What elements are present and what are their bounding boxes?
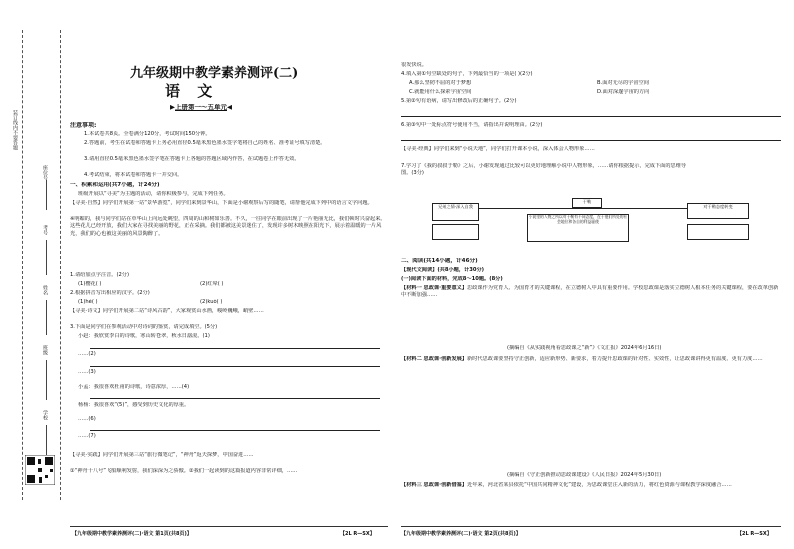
exam-title: 九年级期中教学素养测评(二) <box>130 66 299 81</box>
task-1: 【寻美·自然】同学们开展第一站“景华游览”，同学们来到景华山，下面是小谢观察后写的随笔，请帮他完成下列中的语言文字问题。 <box>70 200 373 206</box>
footer-label: 【九年级期中教学素养测评(二)·语文 第2页(共8页)】 <box>401 531 521 537</box>
diagram-connector <box>477 208 687 209</box>
q4-option-b: B.面对无尽的宇宙空间 <box>597 80 649 86</box>
q3-line: ……(7) <box>78 433 96 439</box>
answer-line <box>90 398 380 399</box>
passage-2: ①“神舟十八号”飞船顺利发射，我们深深为之骄傲。②我们一起读到的这篇报道内容非常详细，…… <box>70 468 298 474</box>
note-item: 3.请用直径0.5毫米黑色墨水签字笔在答题卡上各题的答题区域内作答，在试题卷上作答无效。 <box>84 156 300 162</box>
qr-code-icon <box>25 455 55 485</box>
diagram-node-top: 于勒 <box>572 198 602 208</box>
task-3: 【寻美·实践】同学们开展第三站“旅行微笔记”，“神舟”返天探梦，中国奋进…… <box>70 452 254 458</box>
section-1-heading: 一、积累和运用(共7小题，计24分) <box>70 182 160 188</box>
binding-dashed-line <box>60 30 61 500</box>
footer-rule <box>401 526 781 527</box>
material-1: 【材料一 思政课·重要意义】思政课作为党育人、为国育才的关键课程，在立德树人中具有重要作用。学校思政课是落实立德树人根本任务的关键课程，要在改革创新中不断加强…… <box>401 285 779 299</box>
diagram-node-middle: 小说里的人物之所以对于勒有不同态度，在于他们所处的社会地位和各自的利益驱使 <box>527 214 629 242</box>
intro-fragment: 很发快说。 <box>401 62 427 68</box>
q3-line: ……(3) <box>78 369 96 375</box>
subsection-heading: 【现代文阅读】(共8小题，计30分) <box>401 267 485 273</box>
fill-line <box>46 240 47 275</box>
question-5: 5.第②句有语病，请写出修改后的正确句子。(2分) <box>401 98 517 104</box>
scope-label: ▶上册第一～五单元◀ <box>170 104 232 111</box>
section-2-heading: 二、阅读(共14小题，计46分) <box>401 258 478 264</box>
material-3: 【材料三 思政课·创新借鉴】近年来，河北省某县依托“中国共同精神文化”建设，为思政课堂注入新的活力，将红色资源与课程教学深度融合…… <box>401 482 732 488</box>
note-item: 1.本试卷共8页。全卷满分120分，考试时间150分钟。 <box>84 131 211 137</box>
answer-line <box>90 348 380 349</box>
q4-option-c: C.就能用什么探索宇宙空间 <box>409 89 472 95</box>
q2-item-a: (1)hé( ) <box>78 299 98 305</box>
task-4: 【寻美·经典】同学们来到“小说天地”，同学们打开课本小说，深入体会人物形象…… <box>401 146 595 152</box>
margin-label-school: 学校 <box>42 410 48 420</box>
passage-1: ※明媚的，我与同学们站在草华山上向远处眺望，四周的山和树如乐善。不久，一往同学在眼前出现了一片艳丽无比，我们顿时兴奋起来。这些花儿已经开放，我们大家在寻找美丽的野花，正在采摘。我们都被这美景迷住了，发现许多树木映照在阳光下，展示着温暖的一片风光，我们的心也被这美丽的风景陶醉了。 <box>70 216 386 237</box>
fill-line <box>46 300 47 335</box>
page-right <box>397 0 794 549</box>
reading-1-heading: (一)阅读下面的材料，完成8～10题。(8分) <box>401 276 503 282</box>
margin-warning: 装订线内不要答题 <box>12 110 18 150</box>
margin-label-id: 考号 <box>42 225 48 235</box>
q4-option-a: A.那么坚韧不屈的对于梦想 <box>409 80 472 86</box>
diagram-node-left: 兄弟之情·深入自我 <box>432 203 479 221</box>
footer-label: 【九年级期中教学素养测评(二)·语文 第1页(共8页)】 <box>72 531 192 537</box>
material-1-source: (摘编自《从实践视角看思政课之“新”》《文汇报》2024年6月16日) <box>507 345 662 351</box>
note-item: 4.考试结束，将本试卷和答题卡一并交回。 <box>84 172 183 178</box>
q1-item-b: (2)红晕( ) <box>200 281 224 287</box>
answer-line <box>90 430 380 431</box>
question-7: 7.学习了《我的叔叔于勒》之后，小谢发现通过比较可以更好地理解小说中人物形象，……请你根据提示，完成下面的思维导图。(3分) <box>401 163 687 177</box>
question-6: 6.第③句中一处标点符号使用不当，请指出并说明理由。(2分) <box>401 122 543 128</box>
diagram-blank-box <box>687 224 749 240</box>
q3-line: 杨杨：我很喜欢“(5)”，感受到历史文化的厚重。 <box>78 402 190 408</box>
question-2: 2.根据拼音写出相应的汉字。(2分) <box>70 290 150 296</box>
q3-line: 小赵：我欣赏李白的诗歌，寒山转苍翠，秋水日潺湲。(1) <box>78 333 210 339</box>
answer-line <box>401 140 781 141</box>
q4-option-d: D.面对深邃宇宙的方向 <box>597 89 650 95</box>
q3-line: ……(2) <box>78 351 96 357</box>
material-2-source: (摘编自《守正创新推动思政课建设》《人民日报》2024年5月30日) <box>507 472 662 478</box>
question-1: 1.请给加点字注音。(2分) <box>70 272 129 278</box>
notes-heading: 注意事项: <box>70 122 97 129</box>
footer-code: 【2L R—SX】 <box>737 531 772 537</box>
q3-line: 小孟：我很喜欢杜甫的诗歌，诗意浓厚，……(4) <box>78 384 190 390</box>
fill-line <box>46 180 47 210</box>
fill-line <box>46 360 47 400</box>
answer-line <box>90 366 380 367</box>
footer-rule <box>70 526 388 527</box>
diagram-node-right: 对于勒态度转变 <box>687 203 749 219</box>
answer-line <box>401 116 781 117</box>
footer-code: 【2L R—SX】 <box>340 531 375 537</box>
note-item: 2.答题前，考生在试卷和答题卡上务必用直径0.5毫米黑色墨水签字笔将自己的姓名、准考证号填写清楚。 <box>84 140 326 146</box>
q2-item-b: (2)kuò( ) <box>200 299 223 305</box>
q1-item-a: (1)樱花( ) <box>78 281 102 287</box>
section-1-intro: 班级开展以“寻美”为主题的活动，请你积极参与，完成下列任务。 <box>78 191 229 197</box>
margin-label-class: 班级 <box>42 345 48 355</box>
material-2: 【材料二 思政课·创新发展】新时代思政课要坚持守正创新，适应新形势、新要求，着力提升思政课的针对性、实效性，让思政课讲得更有温度、更有力度…… <box>401 356 763 362</box>
binding-dashed-line <box>22 30 23 500</box>
q3-line: ……(6) <box>78 416 96 422</box>
question-3: 3.下面是同学们在参观活动中对诗词的鉴赏，请完成填空。(5分) <box>70 324 218 330</box>
subject-title: 语 文 <box>165 82 219 100</box>
margin-label-name: 姓名 <box>42 285 48 295</box>
margin-label-seat: 座位号 <box>42 165 48 180</box>
question-4: 4.填入第①句空缺处的句子，下列最恰当的一项是( )(2分) <box>401 71 533 77</box>
diagram-blank-box <box>432 224 479 240</box>
task-2: 【寻美·诗文】同学们开展第二站“诗风古韵”，大家观赏山水画，峻岭巍峨，峭壁…… <box>70 308 264 314</box>
